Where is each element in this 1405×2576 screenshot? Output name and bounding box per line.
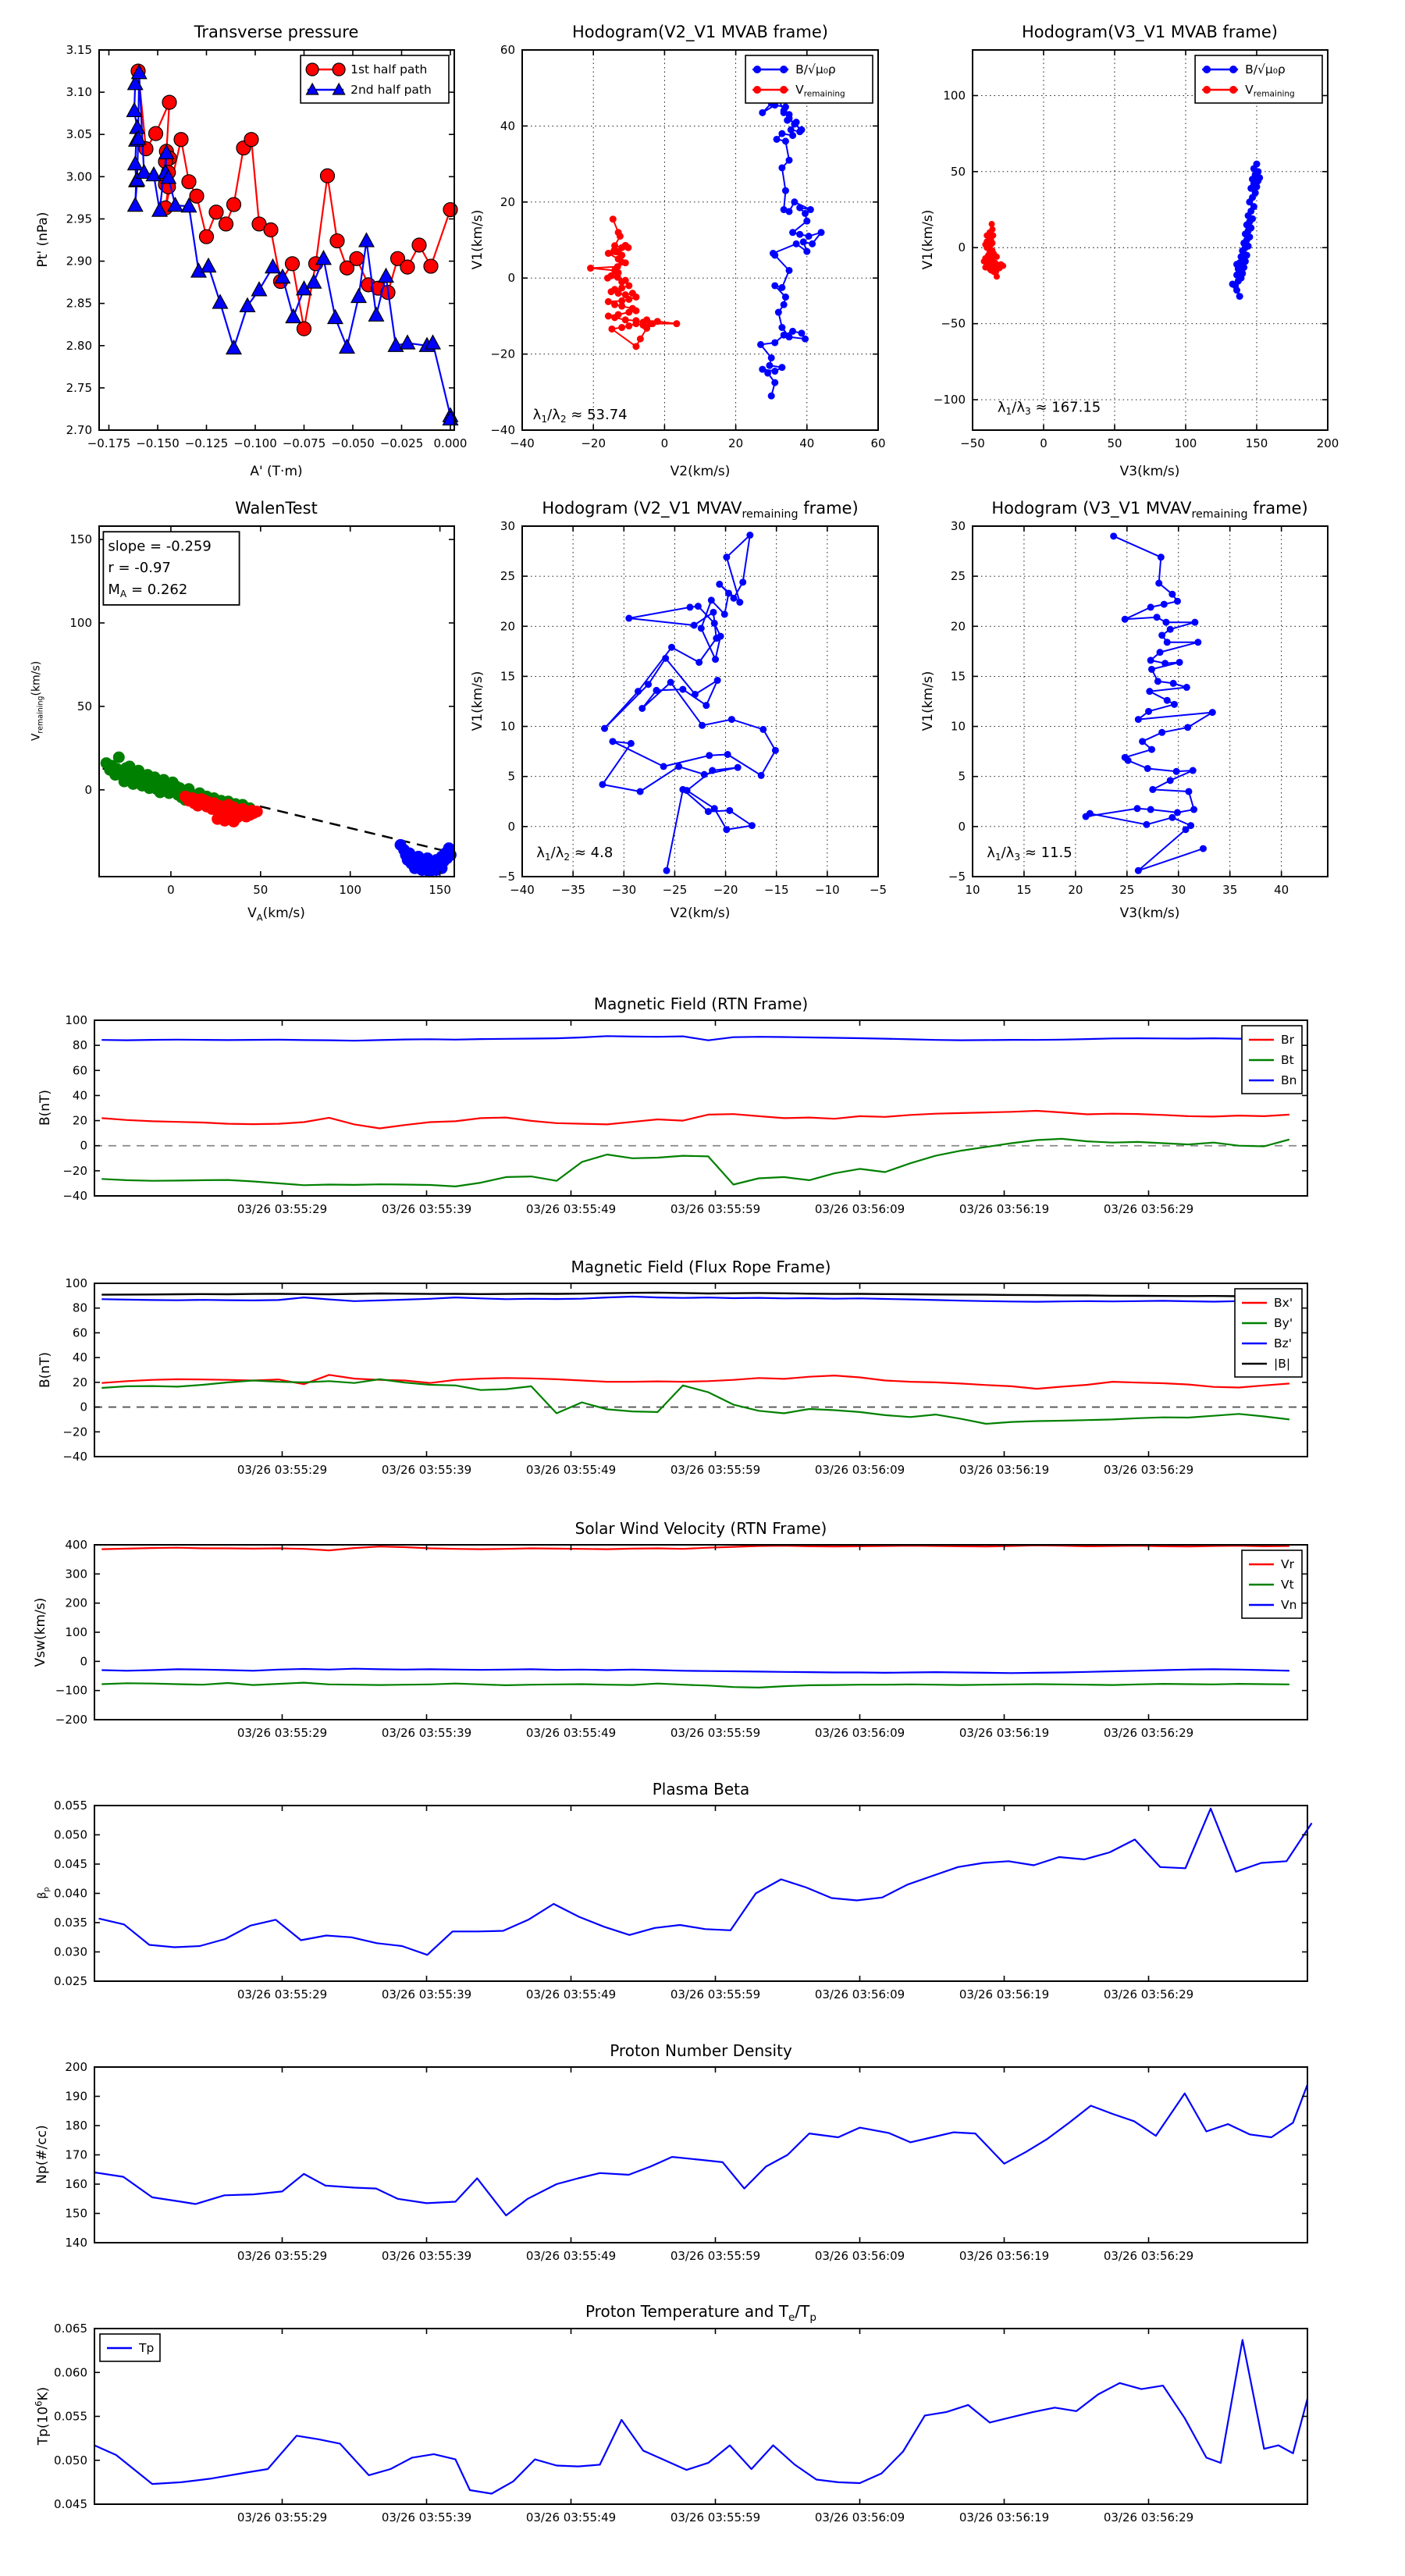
svg-text:50: 50	[950, 164, 966, 179]
svg-text:150: 150	[429, 883, 451, 897]
svg-text:λ1​/λ3​ ≈ 167.15: $\lambda_1/\lambda_3 \approx 167.15$	[997, 399, 1101, 418]
svg-text:200: 200	[65, 1596, 87, 1610]
svg-text:60: 60	[870, 436, 886, 450]
svg-text:20: 20	[72, 1113, 87, 1128]
svg-text:2.75: 2.75	[66, 380, 92, 395]
svg-text:03/26 03:56:09: 03/26 03:56:09	[814, 1987, 905, 2001]
svg-text:−20: −20	[713, 883, 738, 897]
svg-text:25: 25	[1119, 883, 1135, 897]
svg-text:Tp: Tp	[139, 2341, 155, 2355]
svg-text:5: 5	[507, 769, 515, 784]
svg-text:0.055: 0.055	[54, 1799, 87, 1813]
svg-text:−25: −25	[662, 883, 688, 897]
hodogram6-ylabel: V1(km/s)	[920, 671, 936, 731]
svg-text:03/26 03:56:29: 03/26 03:56:29	[1103, 1463, 1194, 1477]
walentest-xlabel: $V_A(km/s)$	[247, 906, 305, 923]
svg-text:03/26 03:56:09: 03/26 03:56:09	[814, 2510, 905, 2524]
svg-text:03/26 03:55:49: 03/26 03:55:49	[525, 1726, 617, 1740]
svg-text:03/26 03:56:09: 03/26 03:56:09	[814, 1202, 905, 1216]
svg-text:03/26 03:55:39: 03/26 03:55:39	[381, 1726, 472, 1740]
svg-text:0: 0	[167, 883, 175, 897]
hodogram3-xlabel: V3(km/s)	[1119, 464, 1180, 479]
svg-text:300: 300	[65, 1567, 87, 1582]
svg-text:2.90: 2.90	[66, 254, 92, 269]
svg-text:0: 0	[507, 819, 515, 834]
svg-text:−15: −15	[763, 883, 789, 897]
svg-text:03/26 03:55:59: 03/26 03:55:59	[670, 1987, 761, 2001]
svg-text:10: 10	[950, 719, 966, 734]
svg-text:1st half path: 1st half path	[350, 62, 428, 76]
svg-text:Bt: Bt	[1281, 1053, 1294, 1067]
panel-beta-title: Plasma Beta	[652, 1780, 750, 1799]
svg-text:400: 400	[65, 1538, 87, 1552]
svg-text:slope = -0.259: slope = -0.259	[108, 538, 212, 555]
panel-8	[55, 1538, 1307, 1740]
panel-11	[54, 2322, 1307, 2524]
svg-text:03/26 03:55:59: 03/26 03:55:59	[670, 2510, 761, 2524]
svg-text:0.035: 0.035	[54, 1916, 87, 1930]
svg-text:20: 20	[72, 1375, 87, 1389]
panel-vsw-title: Solar Wind Velocity (RTN Frame)	[574, 1519, 827, 1538]
svg-text:30: 30	[950, 519, 966, 533]
walentest-ylabel: $V_{remaining}(km/s)$	[30, 660, 45, 742]
panel-2	[934, 50, 1339, 450]
svg-text:03/26 03:56:29: 03/26 03:56:29	[1103, 2249, 1194, 2263]
svg-text:50: 50	[253, 883, 269, 897]
hodogram5-xlabel: V2(km/s)	[670, 906, 731, 921]
svg-text:160: 160	[65, 2177, 87, 2191]
svg-text:0.050: 0.050	[54, 2453, 87, 2467]
svg-text:λ1​/λ2​ ≈ 53.74: $\lambda_1/\lambda_2 \approx 53.74$	[532, 406, 628, 425]
tp-ylabel: $Tp(10^6K)$	[33, 2386, 52, 2446]
bfield-rtn-ylabel: B(nT)	[37, 1089, 53, 1126]
svg-text:B/√μ₀ρ: B/√μ₀ρ	[1245, 62, 1286, 76]
svg-text:60: 60	[72, 1063, 87, 1078]
svg-text:−5: −5	[948, 870, 966, 884]
svg-text:200: 200	[65, 2060, 87, 2074]
panel-bfield-fluxrope-title: Magnetic Field (Flux Rope Frame)	[571, 1258, 831, 1276]
svg-text:03/26 03:55:39: 03/26 03:55:39	[381, 1463, 472, 1477]
svg-text:40: 40	[500, 119, 515, 133]
svg-text:03/26 03:55:59: 03/26 03:55:59	[670, 1726, 761, 1740]
panel-hodogram-v3v1-mvab-title: Hodogram(V3_V1 MVAB frame)	[1022, 23, 1278, 41]
svg-text:100: 100	[943, 88, 966, 103]
svg-text:0.000: 0.000	[433, 436, 468, 450]
svg-text:By': By'	[1274, 1316, 1293, 1330]
svg-text:0: 0	[84, 782, 92, 797]
svg-text:03/26 03:55:59: 03/26 03:55:59	[670, 1463, 761, 1477]
svg-text:30: 30	[1171, 883, 1186, 897]
svg-text:2.95: 2.95	[66, 212, 92, 226]
svg-text:15: 15	[1016, 883, 1032, 897]
svg-text:0.040: 0.040	[54, 1886, 87, 1901]
svg-text:0: 0	[1040, 436, 1048, 450]
svg-text:03/26 03:55:29: 03/26 03:55:29	[237, 1463, 328, 1477]
svg-text:100: 100	[69, 616, 92, 631]
svg-text:80: 80	[72, 1038, 87, 1053]
svg-text:2.85: 2.85	[66, 296, 92, 311]
svg-text:−50: −50	[941, 316, 966, 331]
svg-text:−20: −20	[581, 436, 606, 450]
svg-text:100: 100	[65, 1276, 87, 1290]
svg-text:Bn: Bn	[1281, 1073, 1297, 1087]
svg-text:170: 170	[65, 2147, 87, 2162]
svg-text:0.030: 0.030	[54, 1944, 87, 1959]
svg-text:−20: −20	[62, 1425, 87, 1439]
svg-text:10: 10	[965, 883, 980, 897]
svg-text:3.00: 3.00	[66, 169, 92, 184]
svg-text:2nd half path: 2nd half path	[350, 83, 432, 97]
hodogram2-xlabel: V2(km/s)	[670, 464, 731, 479]
svg-text:03/26 03:55:29: 03/26 03:55:29	[237, 1726, 328, 1740]
svg-text:MA​ = 0.262: $M_A = 0.262$	[108, 582, 188, 600]
svg-text:2.80: 2.80	[66, 338, 92, 353]
svg-text:3.10: 3.10	[66, 85, 92, 100]
panel-bfield-rtn-title: Magnetic Field (RTN Frame)	[593, 994, 809, 1013]
svg-text:03/26 03:55:49: 03/26 03:55:49	[525, 1202, 617, 1216]
svg-text:−5: −5	[497, 870, 515, 884]
svg-text:0.045: 0.045	[54, 2497, 87, 2511]
bfield-fluxrope-ylabel: B(nT)	[37, 1351, 53, 1389]
svg-text:03/26 03:56:19: 03/26 03:56:19	[959, 1463, 1050, 1477]
panel-transverse-title: Transverse pressure	[194, 23, 359, 41]
svg-text:−30: −30	[611, 883, 637, 897]
svg-text:−0.025: −0.025	[379, 436, 424, 450]
svg-text:03/26 03:56:29: 03/26 03:56:29	[1103, 1202, 1194, 1216]
svg-text:03/26 03:56:19: 03/26 03:56:19	[959, 1202, 1050, 1216]
svg-text:190: 190	[65, 2089, 87, 2104]
svg-text:140: 140	[65, 2236, 87, 2250]
svg-text:25: 25	[950, 569, 966, 584]
svg-text:Br: Br	[1281, 1033, 1295, 1047]
svg-text:−40: −40	[510, 883, 535, 897]
svg-text:λ1​/λ3​ ≈ 11.5: $\lambda_1/\lambda_3 \approx 11.5$	[987, 845, 1072, 863]
svg-text:20: 20	[1068, 883, 1083, 897]
svg-text:0.065: 0.065	[54, 2322, 87, 2336]
svg-text:03/26 03:55:39: 03/26 03:55:39	[381, 2510, 472, 2524]
svg-text:25: 25	[500, 569, 515, 584]
panel-hodogram-v2v1-mvav-title: Hodogram (V2_V1 $MVAV_{remaining}$ frame)	[542, 499, 859, 521]
panel-0	[66, 43, 468, 450]
svg-text:03/26 03:56:09: 03/26 03:56:09	[814, 1726, 905, 1740]
panel-9	[54, 1799, 1311, 2001]
svg-text:03/26 03:55:59: 03/26 03:55:59	[670, 1202, 761, 1216]
svg-text:100: 100	[65, 1625, 87, 1639]
hodogram5-ylabel: V1(km/s)	[470, 671, 486, 731]
svg-text:−40: −40	[62, 1450, 87, 1464]
svg-text:03/26 03:55:49: 03/26 03:55:49	[525, 1463, 617, 1477]
svg-text:3.05: 3.05	[66, 127, 92, 142]
transverse-ylabel: Pt' (nPa)	[35, 212, 51, 268]
panel-tp-title: Proton Temperature and $T_e/T_p$	[585, 2302, 817, 2324]
svg-text:−100: −100	[933, 393, 966, 407]
svg-text:40: 40	[799, 436, 815, 450]
svg-text:03/26 03:55:39: 03/26 03:55:39	[381, 1987, 472, 2001]
svg-text:03/26 03:56:29: 03/26 03:56:29	[1103, 1726, 1194, 1740]
hodogram6-xlabel: V3(km/s)	[1119, 906, 1180, 921]
svg-text:0.045: 0.045	[54, 1857, 87, 1871]
svg-text:03/26 03:55:29: 03/26 03:55:29	[237, 2249, 328, 2263]
svg-text:100: 100	[65, 1013, 87, 1027]
panel-4	[498, 519, 887, 897]
svg-text:−10: −10	[815, 883, 840, 897]
panel-hodogram-v2v1-mvab-title: Hodogram(V2_V1 MVAB frame)	[572, 23, 828, 41]
panel-1	[490, 43, 885, 450]
svg-text:Vremaining​: $V_{remaining}$	[1245, 83, 1295, 99]
svg-text:|B|: |B|	[1274, 1357, 1291, 1371]
svg-text:3.15: 3.15	[66, 43, 92, 57]
svg-text:30: 30	[500, 519, 515, 533]
svg-text:180: 180	[65, 2119, 87, 2133]
panel-6	[62, 1013, 1307, 1216]
hodogram2-ylabel: V1(km/s)	[470, 209, 486, 270]
svg-text:35: 35	[1222, 883, 1238, 897]
svg-text:−40: −40	[510, 436, 535, 450]
svg-text:0.025: 0.025	[54, 1974, 87, 1988]
svg-text:100: 100	[1174, 436, 1197, 450]
svg-text:20: 20	[500, 619, 515, 634]
svg-text:5: 5	[958, 769, 966, 784]
svg-text:03/26 03:56:19: 03/26 03:56:19	[959, 2510, 1050, 2524]
svg-text:03/26 03:56:29: 03/26 03:56:29	[1103, 1987, 1194, 2001]
svg-text:Vn: Vn	[1281, 1598, 1297, 1612]
svg-text:−20: −20	[490, 347, 515, 361]
panel-np-title: Proton Number Density	[610, 2041, 792, 2060]
svg-text:−0.175: −0.175	[87, 436, 131, 450]
svg-text:0: 0	[80, 1400, 87, 1414]
svg-text:03/26 03:56:09: 03/26 03:56:09	[814, 1463, 905, 1477]
svg-text:−40: −40	[62, 1189, 87, 1203]
svg-text:0: 0	[958, 240, 966, 255]
svg-text:Bz': Bz'	[1274, 1336, 1293, 1350]
svg-text:03/26 03:55:39: 03/26 03:55:39	[381, 1202, 472, 1216]
svg-text:60: 60	[72, 1325, 87, 1340]
svg-text:03/26 03:56:09: 03/26 03:56:09	[814, 2249, 905, 2263]
panel-hodogram-v3v1-mvav-title: Hodogram (V3_V1 $MVAV_{remaining}$ frame)	[991, 499, 1308, 521]
svg-text:Vt: Vt	[1281, 1578, 1294, 1592]
svg-text:r = -0.97: r = -0.97	[108, 560, 171, 577]
svg-text:50: 50	[76, 699, 92, 713]
svg-text:150: 150	[1245, 436, 1268, 450]
svg-text:−100: −100	[55, 1683, 87, 1698]
svg-text:03/26 03:55:59: 03/26 03:55:59	[670, 2249, 761, 2263]
svg-text:03/26 03:56:19: 03/26 03:56:19	[959, 2249, 1050, 2263]
svg-text:50: 50	[1107, 436, 1122, 450]
svg-text:Bx': Bx'	[1274, 1296, 1293, 1310]
svg-text:0: 0	[80, 1654, 87, 1669]
svg-text:−200: −200	[55, 1713, 87, 1727]
svg-text:−50: −50	[960, 436, 985, 450]
svg-text:20: 20	[728, 436, 744, 450]
svg-text:B/√μ₀ρ: B/√μ₀ρ	[795, 62, 836, 76]
svg-text:−0.075: −0.075	[282, 436, 326, 450]
svg-text:03/26 03:56:29: 03/26 03:56:29	[1103, 2510, 1194, 2524]
panel-7	[62, 1276, 1307, 1477]
svg-text:Vremaining​: $V_{remaining}$	[795, 83, 845, 99]
svg-text:03/26 03:55:29: 03/26 03:55:29	[237, 1202, 328, 1216]
svg-text:0.060: 0.060	[54, 2365, 87, 2380]
svg-text:03/26 03:55:39: 03/26 03:55:39	[381, 2249, 472, 2263]
svg-text:0.050: 0.050	[54, 1827, 87, 1842]
vsw-ylabel: Vsw(km/s)	[33, 1597, 48, 1667]
hodogram3-ylabel: V1(km/s)	[920, 209, 936, 270]
svg-text:150: 150	[65, 2206, 87, 2221]
svg-text:−0.050: −0.050	[331, 436, 375, 450]
svg-text:10: 10	[500, 719, 515, 734]
svg-text:0.055: 0.055	[54, 2409, 87, 2424]
svg-text:03/26 03:56:19: 03/26 03:56:19	[959, 1726, 1050, 1740]
svg-text:03/26 03:55:49: 03/26 03:55:49	[525, 2510, 617, 2524]
beta-ylabel: $\beta_p$	[36, 1887, 52, 1899]
svg-text:−0.125: −0.125	[184, 436, 229, 450]
svg-text:03/26 03:56:19: 03/26 03:56:19	[959, 1987, 1050, 2001]
svg-text:20: 20	[950, 619, 966, 634]
svg-text:150: 150	[69, 532, 92, 547]
panel-walentest-title: WalenTest	[235, 499, 318, 518]
svg-text:03/26 03:55:49: 03/26 03:55:49	[525, 2249, 617, 2263]
np-ylabel: Np(#/cc)	[34, 2125, 50, 2184]
svg-text:15: 15	[950, 669, 966, 684]
svg-text:40: 40	[72, 1088, 87, 1103]
svg-text:40: 40	[1274, 883, 1289, 897]
svg-text:03/26 03:55:29: 03/26 03:55:29	[237, 2510, 328, 2524]
panel-5	[948, 519, 1328, 897]
svg-text:03/26 03:55:29: 03/26 03:55:29	[237, 1987, 328, 2001]
svg-text:0: 0	[958, 819, 966, 834]
panel-10	[65, 2060, 1307, 2263]
svg-text:0: 0	[660, 436, 669, 450]
svg-text:−35: −35	[560, 883, 585, 897]
svg-text:−20: −20	[62, 1163, 87, 1178]
svg-text:80: 80	[72, 1300, 87, 1315]
panel-3	[69, 526, 457, 897]
svg-text:60: 60	[500, 43, 515, 57]
svg-text:03/26 03:55:49: 03/26 03:55:49	[525, 1987, 617, 2001]
svg-text:−5: −5	[869, 883, 887, 897]
svg-text:−0.150: −0.150	[136, 436, 180, 450]
svg-text:15: 15	[500, 669, 515, 684]
svg-text:20: 20	[500, 194, 515, 209]
svg-text:−0.100: −0.100	[233, 436, 277, 450]
svg-text:100: 100	[339, 883, 362, 897]
svg-text:−40: −40	[490, 423, 515, 437]
svg-text:λ1​/λ2​ ≈ 4.8: $\lambda_1/\lambda_2 \approx 4.8$	[536, 845, 614, 863]
svg-text:0: 0	[507, 271, 515, 286]
svg-text:0: 0	[80, 1138, 87, 1153]
svg-text:40: 40	[72, 1350, 87, 1365]
svg-text:200: 200	[1316, 436, 1339, 450]
svg-text:2.70: 2.70	[66, 423, 92, 437]
transverse-xlabel: A' (T·m)	[250, 464, 303, 479]
svg-text:Vr: Vr	[1281, 1557, 1295, 1571]
